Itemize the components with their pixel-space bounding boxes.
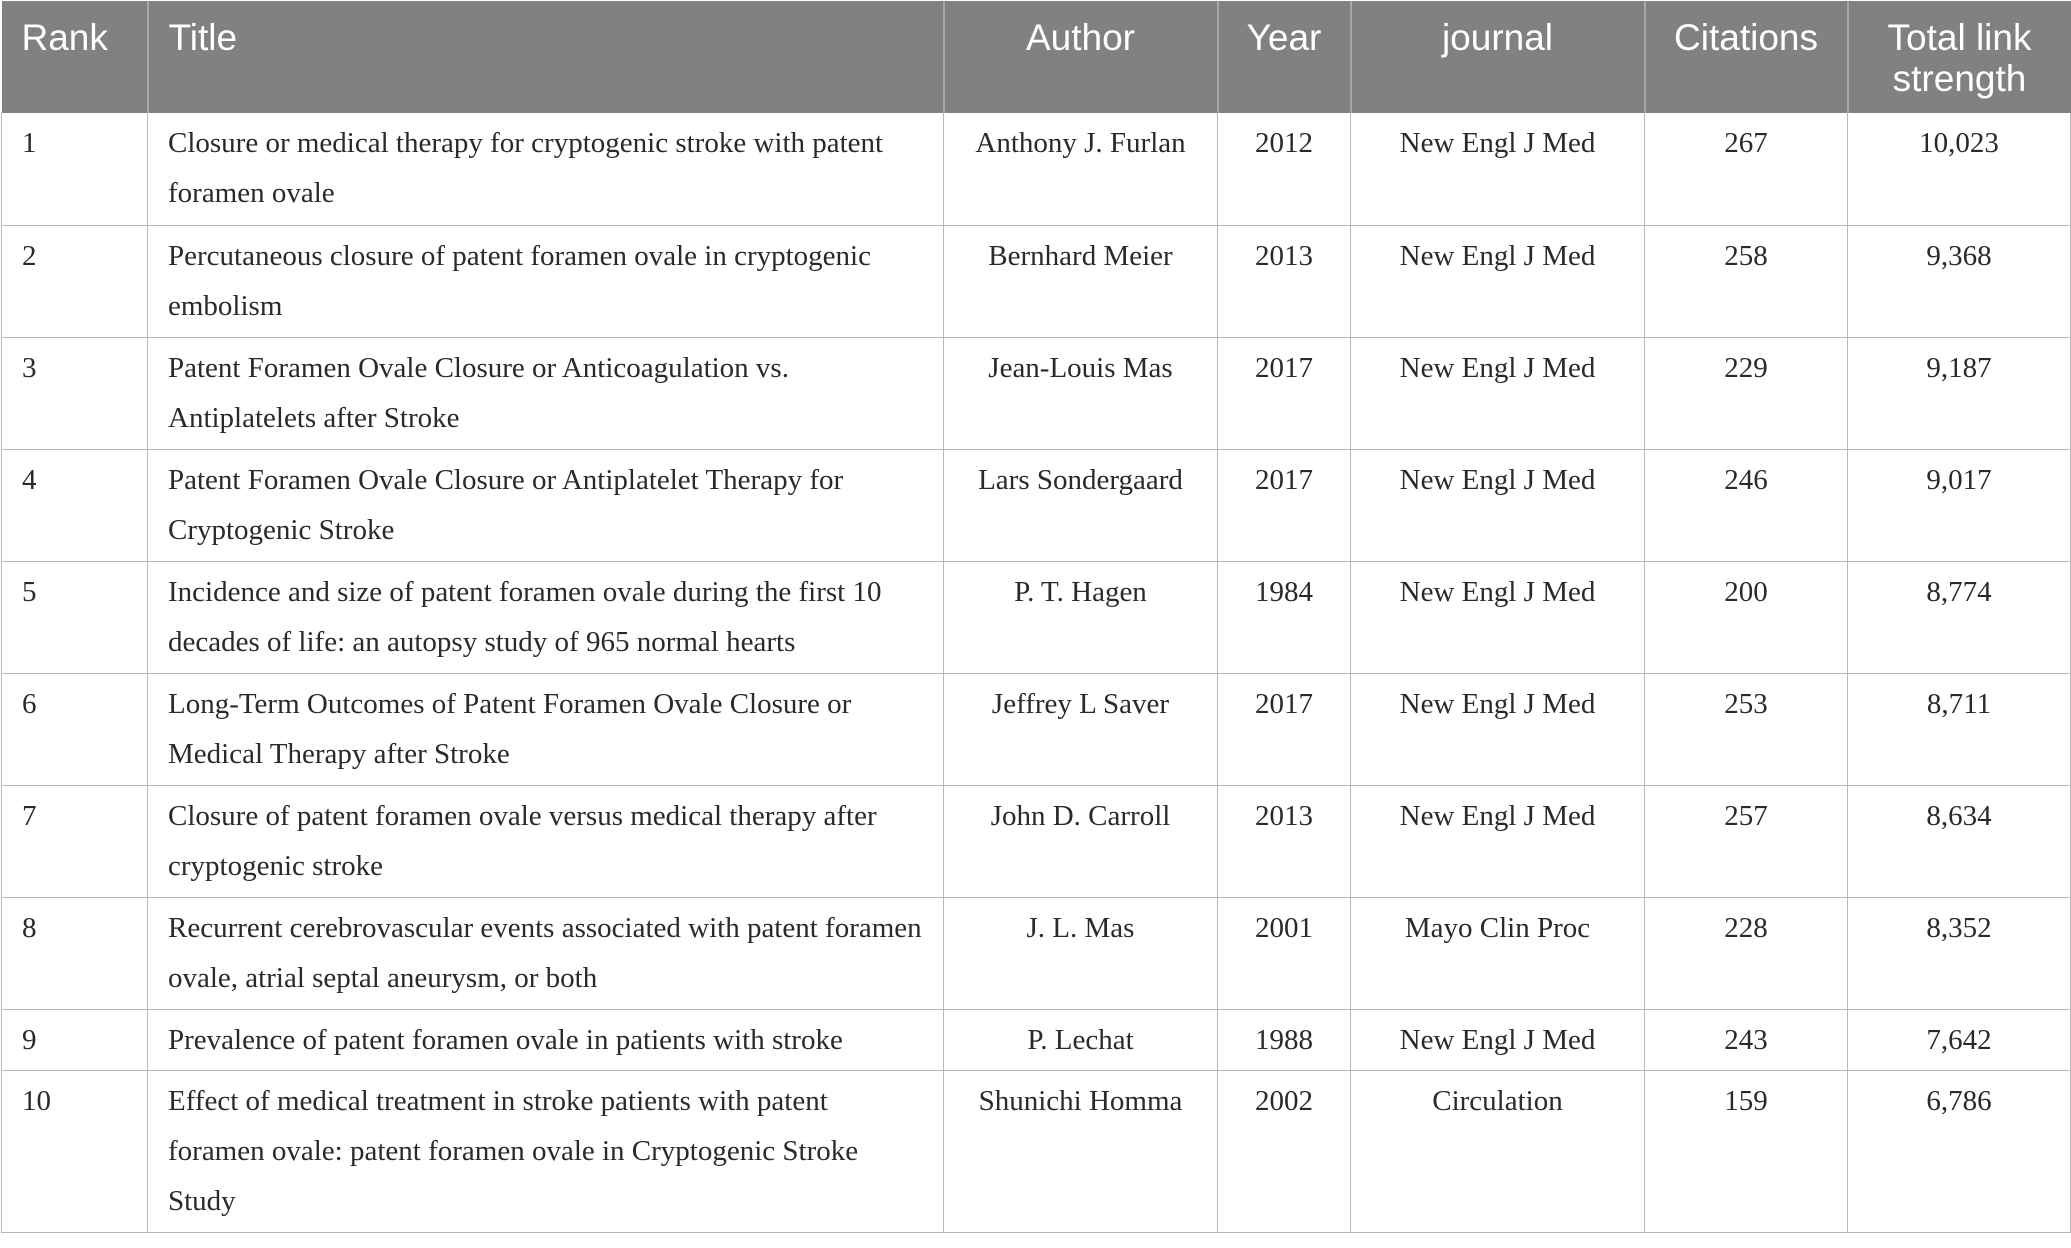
cell-year: 1988: [1218, 1009, 1351, 1070]
header-rank: Rank: [2, 1, 148, 113]
cell-author: Bernhard Meier: [944, 225, 1218, 337]
cell-author: P. T. Hagen: [944, 561, 1218, 673]
cell-author: Shunichi Homma: [944, 1070, 1218, 1232]
citations-table: [1, 1, 2071, 1233]
header-citations: Citations: [1645, 1, 1848, 113]
cell-rank: 2: [2, 225, 148, 337]
cell-total-link-strength: 9,368: [1848, 225, 2071, 337]
cell-year: 2012: [1218, 113, 1351, 225]
table-row: [2, 337, 2071, 449]
cell-title: Closure of patent foramen ovale versus medical therapy after cryptogenic stroke: [148, 785, 944, 897]
cell-total-link-strength: 6,786: [1848, 1070, 2071, 1232]
table-body: [2, 113, 2071, 1232]
cell-citations: 253: [1645, 673, 1848, 785]
table-row: [2, 449, 2071, 561]
cell-journal: New Engl J Med: [1351, 785, 1645, 897]
table-row: [2, 673, 2071, 785]
cell-citations: 246: [1645, 449, 1848, 561]
cell-title: Recurrent cerebrovascular events associated with patent foramen ovale, atrial septal aneurysm, or both: [148, 897, 944, 1009]
cell-author: John D. Carroll: [944, 785, 1218, 897]
cell-citations: 257: [1645, 785, 1848, 897]
table-row: [2, 897, 2071, 1009]
cell-year: 2013: [1218, 785, 1351, 897]
header-row: [2, 1, 2071, 113]
cell-title: Closure or medical therapy for cryptogenic stroke with patent foramen ovale: [148, 113, 944, 225]
cell-rank: 8: [2, 897, 148, 1009]
cell-author: Lars Sondergaard: [944, 449, 1218, 561]
cell-title: Patent Foramen Ovale Closure or Anticoagulation vs. Antiplatelets after Stroke: [148, 337, 944, 449]
cell-author: Anthony J. Furlan: [944, 113, 1218, 225]
cell-year: 2002: [1218, 1070, 1351, 1232]
cell-title: Percutaneous closure of patent foramen ovale in cryptogenic embolism: [148, 225, 944, 337]
cell-total-link-strength: 10,023: [1848, 113, 2071, 225]
cell-author: J. L. Mas: [944, 897, 1218, 1009]
cell-total-link-strength: 8,711: [1848, 673, 2071, 785]
cell-citations: 258: [1645, 225, 1848, 337]
header-tls-line2: strength: [1892, 58, 2027, 99]
cell-citations: 200: [1645, 561, 1848, 673]
cell-title: Effect of medical treatment in stroke patients with patent foramen ovale: patent foramen ovale in Cryptogenic Stroke Study: [148, 1070, 944, 1232]
header-title: Title: [148, 1, 944, 113]
cell-rank: 7: [2, 785, 148, 897]
cell-journal: New Engl J Med: [1351, 449, 1645, 561]
cell-title: Long-Term Outcomes of Patent Foramen Ovale Closure or Medical Therapy after Stroke: [148, 673, 944, 785]
table-header: [2, 1, 2071, 113]
cell-journal: New Engl J Med: [1351, 673, 1645, 785]
cell-rank: 3: [2, 337, 148, 449]
cell-author: P. Lechat: [944, 1009, 1218, 1070]
cell-title: Prevalence of patent foramen ovale in patients with stroke: [148, 1009, 944, 1070]
cell-journal: New Engl J Med: [1351, 113, 1645, 225]
cell-rank: 5: [2, 561, 148, 673]
cell-journal: New Engl J Med: [1351, 225, 1645, 337]
cell-citations: 267: [1645, 113, 1848, 225]
cell-journal: Circulation: [1351, 1070, 1645, 1232]
cell-author: Jeffrey L Saver: [944, 673, 1218, 785]
cell-rank: 9: [2, 1009, 148, 1070]
cell-year: 2001: [1218, 897, 1351, 1009]
cell-total-link-strength: 8,774: [1848, 561, 2071, 673]
cell-total-link-strength: 9,187: [1848, 337, 2071, 449]
cell-title: Patent Foramen Ovale Closure or Antiplatelet Therapy for Cryptogenic Stroke: [148, 449, 944, 561]
cell-citations: 229: [1645, 337, 1848, 449]
cell-rank: 1: [2, 113, 148, 225]
cell-rank: 4: [2, 449, 148, 561]
cell-total-link-strength: 8,634: [1848, 785, 2071, 897]
cell-journal: New Engl J Med: [1351, 561, 1645, 673]
table-row: [2, 785, 2071, 897]
cell-citations: 243: [1645, 1009, 1848, 1070]
cell-year: 2017: [1218, 337, 1351, 449]
cell-title: Incidence and size of patent foramen ovale during the first 10 decades of life: an autopsy study of 965 normal hearts: [148, 561, 944, 673]
header-tls-line1: Total link: [1887, 17, 2032, 58]
header-year: Year: [1218, 1, 1351, 113]
cell-year: 1984: [1218, 561, 1351, 673]
cell-rank: 10: [2, 1070, 148, 1232]
header-author: Author: [944, 1, 1218, 113]
cell-year: 2017: [1218, 673, 1351, 785]
cell-total-link-strength: 7,642: [1848, 1009, 2071, 1070]
table-row: [2, 1070, 2071, 1232]
cell-journal: Mayo Clin Proc: [1351, 897, 1645, 1009]
cell-total-link-strength: 9,017: [1848, 449, 2071, 561]
cell-year: 2017: [1218, 449, 1351, 561]
header-journal: journal: [1351, 1, 1645, 113]
header-total-link-strength: [1848, 1, 2071, 113]
cell-rank: 6: [2, 673, 148, 785]
cell-author: Jean-Louis Mas: [944, 337, 1218, 449]
table-row: [2, 1009, 2071, 1070]
cell-total-link-strength: 8,352: [1848, 897, 2071, 1009]
cell-citations: 159: [1645, 1070, 1848, 1232]
cell-journal: New Engl J Med: [1351, 1009, 1645, 1070]
table-row: [2, 113, 2071, 225]
table-row: [2, 561, 2071, 673]
cell-citations: 228: [1645, 897, 1848, 1009]
cell-year: 2013: [1218, 225, 1351, 337]
table-row: [2, 225, 2071, 337]
cell-journal: New Engl J Med: [1351, 337, 1645, 449]
